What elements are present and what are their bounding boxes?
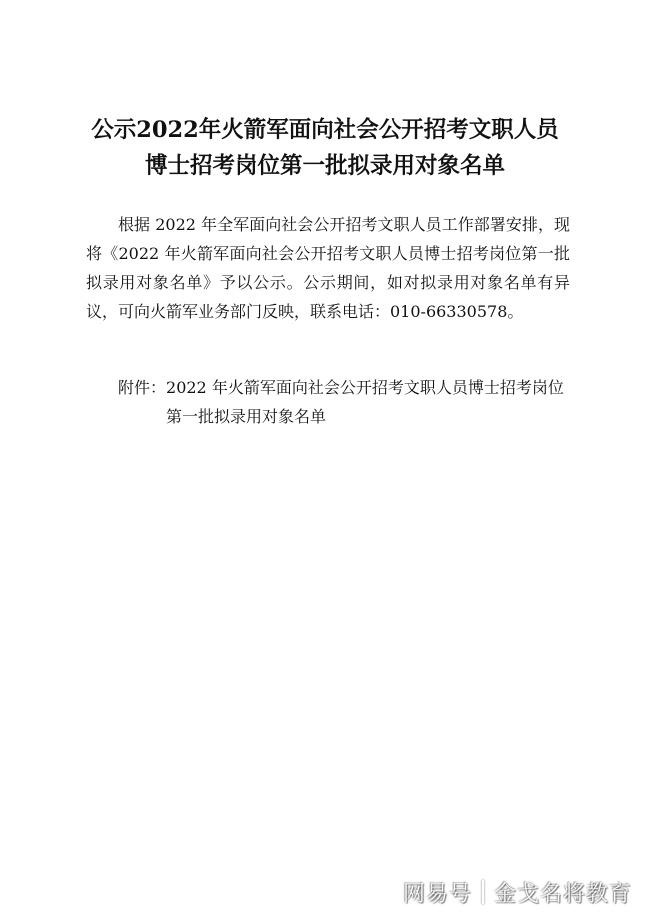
attachment-text: 2022 年火箭军面向社会公开招考文职人员博士招考岗位第一批拟录用对象名单 xyxy=(166,378,564,426)
attachment-note xyxy=(118,373,578,431)
watermark-account: 金戈名将教育 xyxy=(493,881,632,907)
watermark xyxy=(403,875,632,909)
attachment-label: 附件： xyxy=(118,378,167,397)
watermark-divider xyxy=(482,880,484,904)
document-title xyxy=(60,112,590,184)
title-line-2: 博士招考岗位第一批拟录用对象名单 xyxy=(144,153,505,179)
body-paragraph: 根据 2022 年全军面向社会公开招考文职人员工作部署安排，现将《2022 年火箭军面向社会公开招考文职人员博士招考岗位第一批拟录用对象名单》予以公示。公示期间，如对拟录用对象名单有异议，可向火箭军业务部门反映，联系电话：010-66330578。 xyxy=(86,215,570,321)
watermark-source: 网易号 xyxy=(402,881,472,907)
title-line-1: 公示2022年火箭军面向社会公开招考文职人员 xyxy=(91,117,559,143)
